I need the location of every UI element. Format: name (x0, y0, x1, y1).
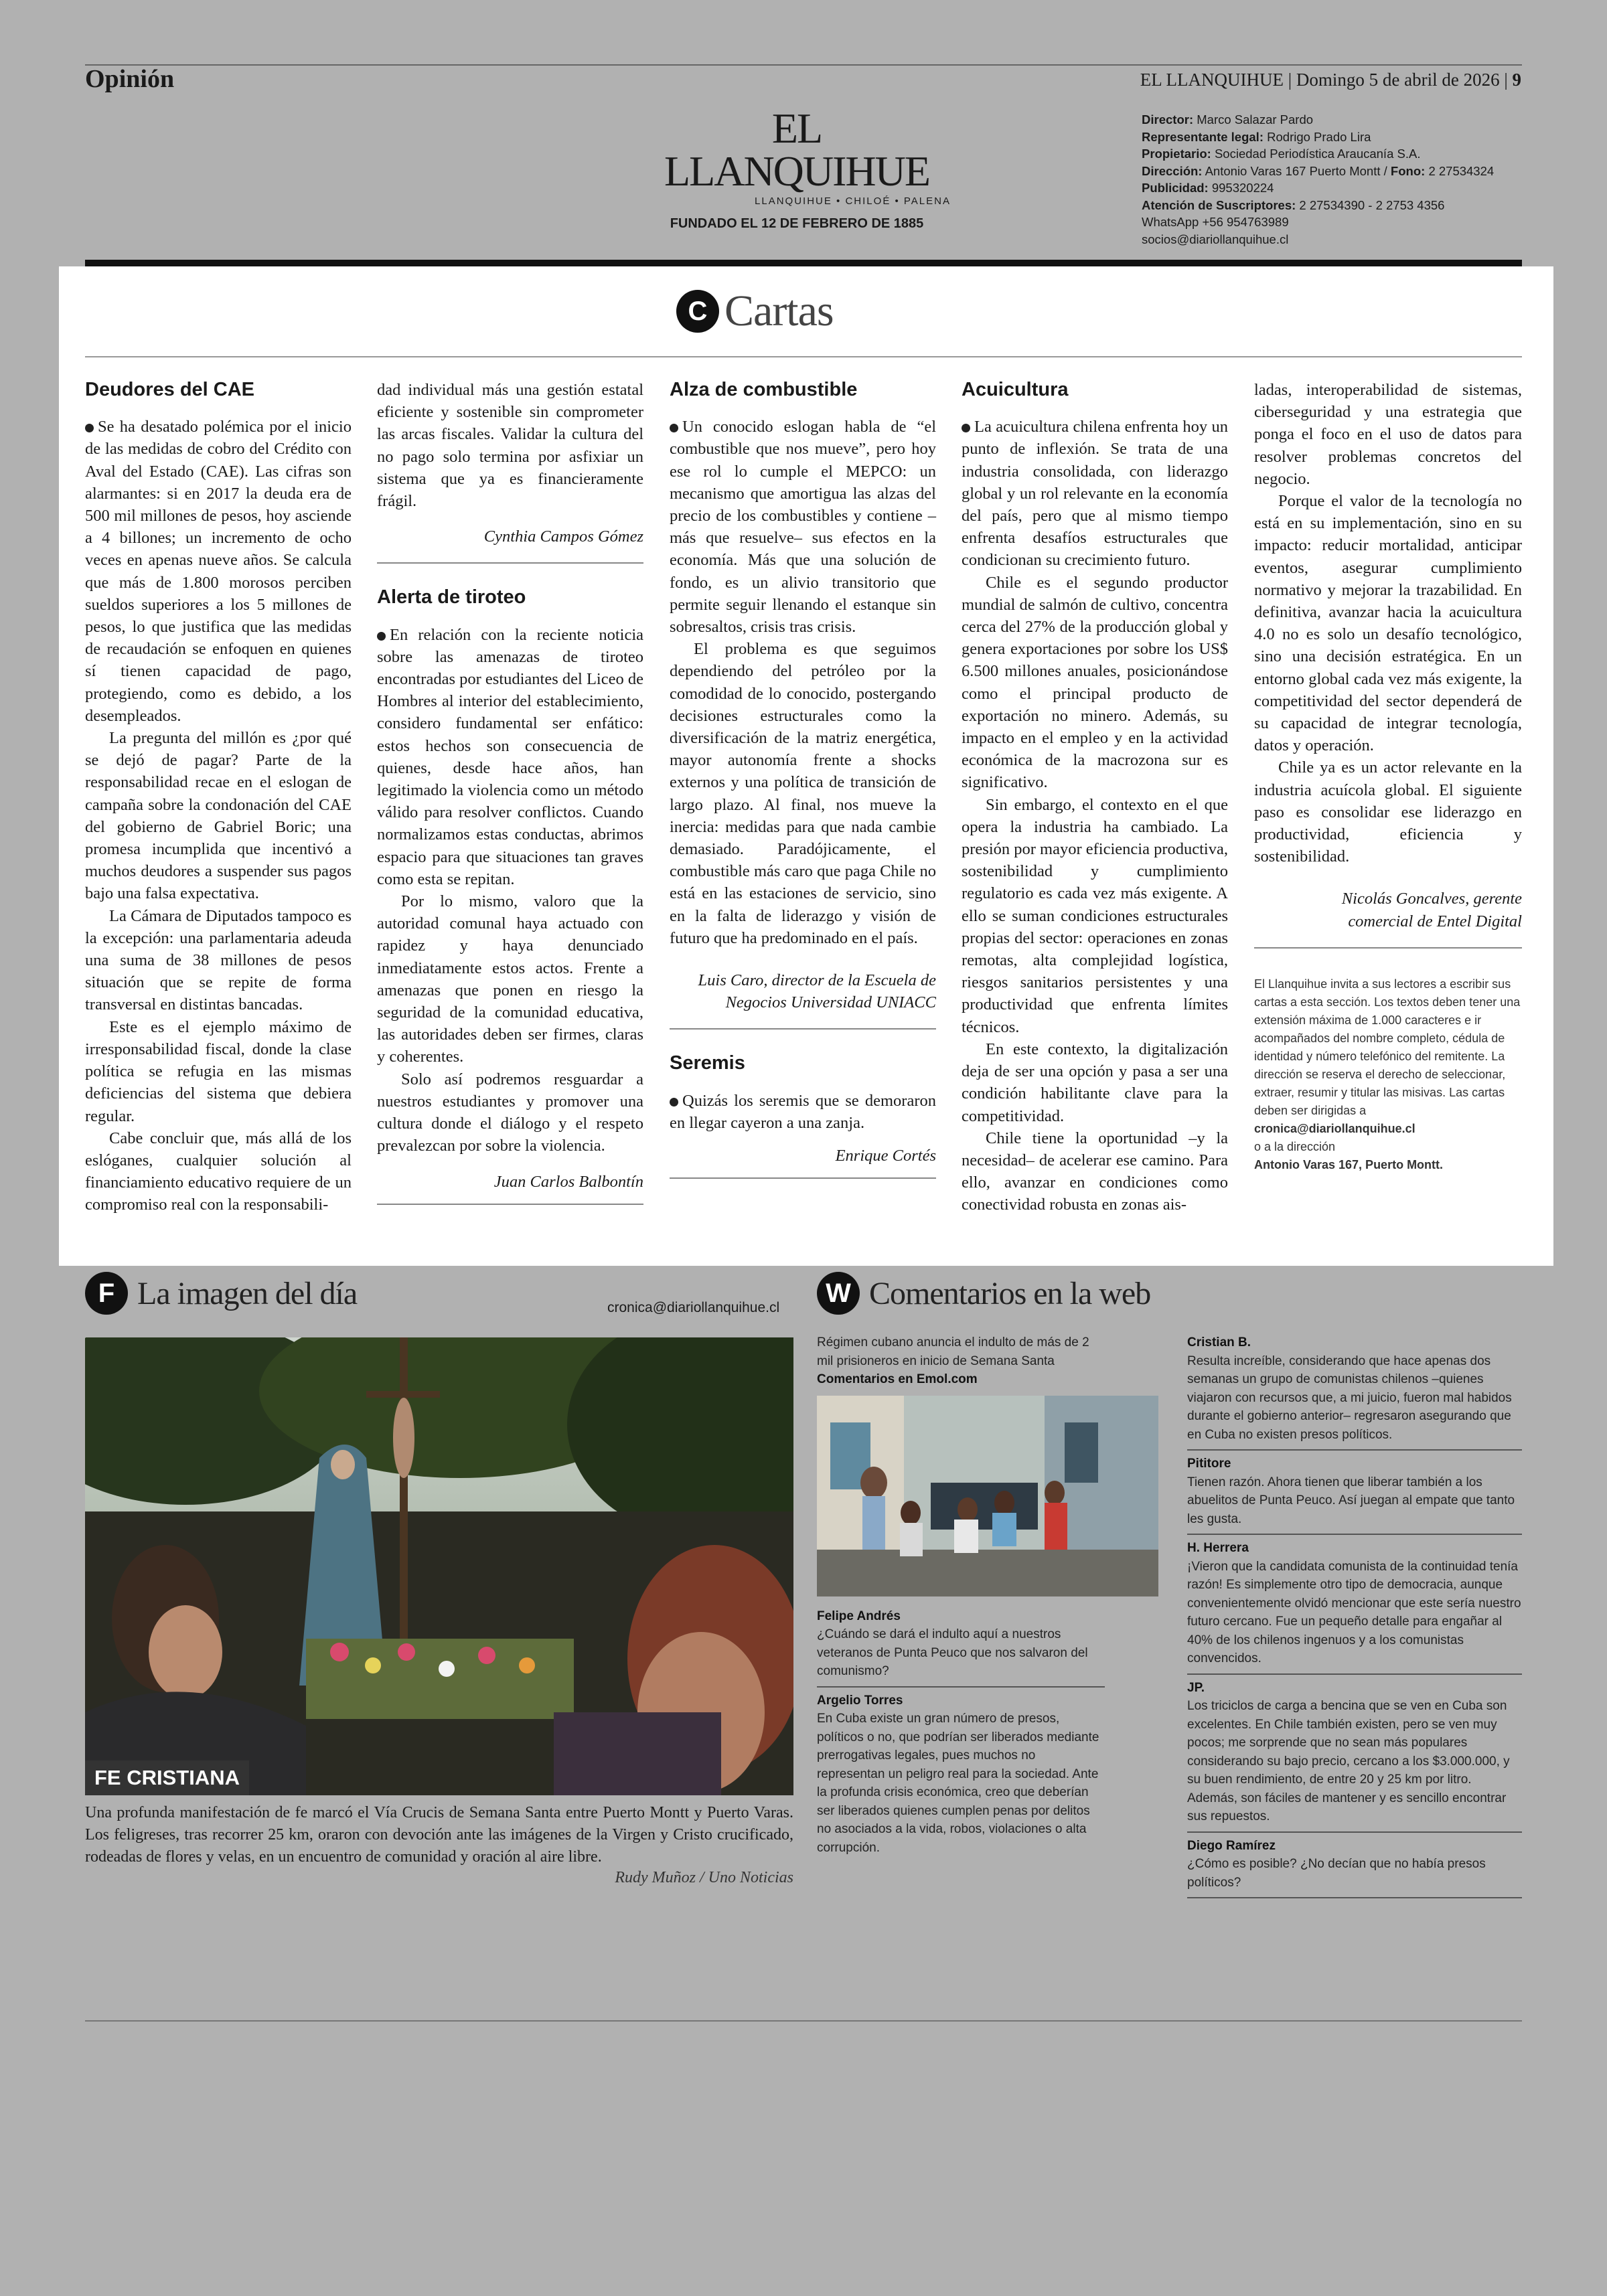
letter-paragraph: dad individual más una gestión estatal eficiente y sostenible sin comprometer las arcas fiscales. Validar la cultura del no pago solo termina por asfixiar un sistema que ya es financieramente frágil. (377, 381, 643, 511)
photo-fe-cristiana (85, 1337, 793, 1795)
letter-signature: Juan Carlos Balbontín (493, 1172, 643, 1191)
photo-caption: Una profunda manifestación de fe marcó el Vía Crucis de Semana Santa entre Puerto Montt y Puerto Varas. Los feligreses, tras recorrer 25 km, oraron con devoción ante las imágenes de la Virgen y Cristo crucificado, rodeadas de flores y velas, en un encuentro de comunidad y oración al aire libre. (85, 1804, 793, 1866)
letter-heading: Seremis (670, 1052, 745, 1074)
divider (670, 1177, 936, 1179)
staff-line: socios@diariollanquihue.cl (1142, 232, 1289, 246)
news-headline: Régimen cubano anuncia el indulto de más de 2 mil prisioneros en inicio de Semana Santa (817, 1335, 1089, 1368)
divider (670, 1028, 936, 1030)
letter-paragraph: Este es el ejemplo máximo de irresponsabilidad fiscal, donde la clase política se refugia en las mismas deficiencias del sistema que debiera regular. (85, 1017, 352, 1125)
bullet-icon (670, 1098, 678, 1106)
staff-line: Representante legal: Rodrigo Prado Lira (1142, 129, 1371, 144)
note-email[interactable]: cronica@diariollanquihue.cl (1254, 1121, 1415, 1135)
note-or: o a la dirección (1254, 1139, 1336, 1153)
masthead (643, 104, 951, 232)
comment-text: ¿Cuándo se dará el indulto aquí a nuestros veteranos de Punta Peuco que nos salvaron del comunismo? (817, 1627, 1088, 1678)
comment (817, 1692, 1105, 1858)
bullet-icon (377, 632, 386, 641)
comment (1187, 1679, 1522, 1826)
letter-paragraph: Chile es el segundo productor mundial de salmón de cultivo, concentra cerca del 27% de la producción global y genera exportaciones por sobre los US$ 6.500 millones anuales, posicionándose como el principal producto de exportación no minero. Además, su impacto en el empleo y en la actividad económica de la macrozona sur es significativo. (962, 573, 1228, 792)
staff-line: Propietario: Sociedad Periodística Araucanía S.A. (1142, 147, 1421, 161)
letter-paragraph: En relación con la reciente noticia sobre las amenazas de tiroteo encontradas por estudiantes del Liceo de Hombres al interior del establecimiento, considero fundamental ser enfático: estos hechos son consecuencia de quienes, desde hace años, han legitimado la violencia como un método válido para resolver conflictos. Cuando normalizamos estas conductas, abrimos espacio para que situaciones tan graves como esta se repitan. (377, 625, 643, 888)
letter-paragraph: La pregunta del millón es ¿por qué se dejó de pagar? Parte de la responsabilidad recae en el eslogan de campaña sobre la condonación del CAE del gobierno de Gabriel Boric; una promesa incumplida que incentivó a muchos deudores a suspender sus pagos bajo una falsa expectativa. (85, 729, 352, 903)
letter-paragraph: Quizás los seremis que se demoraron en llegar cayeron a una zanja. (670, 1091, 936, 1132)
bullet-icon (85, 424, 94, 432)
letter-paragraph: La Cámara de Diputados tampoco es la excepción: una parlamentaria adeuda una suma de 38 millones de pesos situación que se repite de forma transversal en distintas bancadas. (85, 906, 352, 1014)
letter-column-5 (1254, 379, 1522, 1174)
staff-line: WhatsApp +56 954763989 (1142, 215, 1289, 229)
staff-line: Director: Marco Salazar Pardo (1142, 112, 1314, 127)
letter-column-2 (377, 379, 643, 1228)
comment-text: ¡Vieron que la candidata comunista de la continuidad tenía razón! Es simplemente otro tipo de democracia, aunque convenientemente olvidó mencionar que este sería nuestro futuro cercano. Fue un pequeño detalle para engañar al 40% de los chilenos ingenuos y a los comunistas convencidos. (1187, 1559, 1521, 1665)
letter-column-1 (85, 379, 352, 1216)
comment-author: Cristian B. (1187, 1335, 1251, 1349)
staff-line: Atención de Suscriptores: 2 27534390 - 2 2753 4356 (1142, 197, 1445, 212)
masthead-subtitle: LLANQUIHUE • CHILOÉ • PALENA (755, 195, 951, 207)
folio: EL LLANQUIHUE | Domingo 5 de abril de 2026 | 9 (1140, 70, 1521, 90)
staff-box (1142, 111, 1523, 248)
web-left-column (817, 1333, 1105, 1857)
divider (1254, 947, 1522, 949)
divider (1187, 1897, 1522, 1898)
footer-rule (85, 2020, 1522, 2022)
comment-author: JP. (1187, 1680, 1205, 1695)
bullet-icon (962, 424, 970, 432)
web-photo-illustration (817, 1396, 1158, 1596)
letter-paragraph: En este contexto, la digitalización deja de ser una opción y pasa a ser una condición habilitante clave para la competitividad. (962, 1040, 1228, 1125)
comment (1187, 1333, 1522, 1444)
letter-signature: Cynthia Campos Gómez (483, 527, 643, 546)
comment-text: Resulta increíble, considerando que hace apenas dos semanas un grupo de comunistas chilenos –quienes viajaron con recursos que, a mi juicio, fueron mal habidos durante el gobierno anterior– regresaron asegurando que en Cuba no existen presos políticos. (1187, 1354, 1512, 1442)
imagen-email[interactable]: cronica@diariollanquihue.cl (607, 1300, 780, 1315)
divider (1187, 1673, 1522, 1675)
section-label: Opinión (85, 65, 175, 93)
web-icon: W (817, 1272, 860, 1315)
divider (377, 562, 643, 564)
comment (1187, 1455, 1522, 1528)
cartas-title: Cartas (724, 286, 834, 335)
page-number: 9 (1512, 70, 1521, 90)
letter-paragraph: ladas, interoperabilidad de sistemas, ciberseguridad y una estrategia que ponga el foco en el uso de datos para resolver problemas concretos del negocio. (1254, 381, 1522, 488)
letter-heading: Alerta de tiroteo (377, 586, 526, 608)
letter-heading: Acuicultura (962, 379, 1069, 400)
web-right-column (1187, 1333, 1522, 1902)
letter-paragraph: Solo así podremos resguardar a nuestros estudiantes y promover una cultura donde el diálogo y el respeto prevalezcan por sobre la violencia. (377, 1070, 643, 1155)
photo-illustration (85, 1337, 793, 1795)
comment-author: Pititore (1187, 1457, 1231, 1471)
divider (1187, 1831, 1522, 1833)
comment (817, 1607, 1105, 1681)
note-address: Antonio Varas 167, Puerto Montt. (1254, 1157, 1444, 1171)
divider (817, 1686, 1105, 1688)
bullet-icon (670, 424, 678, 432)
comment-author: Argelio Torres (817, 1693, 903, 1708)
letter-heading: Alza de combustible (670, 379, 858, 400)
comment-text: En Cuba existe un gran número de presos, políticos o no, que podrían ser liberados mediante prerrogativas legales, pues muchos no representan un peligro real para la sociedad. Ante la profunda crisis económica, creo que deberían ser liberados quienes cumplen penas por delitos no asociados a la vida, robos, violaciones o alta corrupción. (817, 1712, 1099, 1855)
letter-paragraph: La acuicultura chilena enfrenta hoy un punto de inflexión. Se trata de una industria consolidada, con liderazgo global y un rol relevante en la economía del país, pero que al mismo tiempo enfrenta desafíos estructurales que condicionan su crecimiento futuro. (962, 418, 1228, 570)
divider (377, 1204, 643, 1205)
folio-date: Domingo 5 de abril de 2026 (1296, 70, 1500, 90)
letter-heading: Deudores del CAE (85, 379, 254, 400)
comment-text: Los triciclos de carga a bencina que se ven en Cuba son excelentes. En Chile también existen, pero se ven muy pocos; me sorprende que no sean más populares considerando su bajo precio, cercano a los $3.000.000, y su buen rendimiento, de entre 20 y 25 km por litro. Además, son fáciles de mantener y es sencillo encontrar sus repuestos. (1187, 1699, 1510, 1823)
letter-paragraph: Un conocido eslogan habla de “el combustible que nos mueve”, pero hoy ese rol lo cumple el MEPCO: un mecanismo que amortigua las alzas del precio de los combustibles y contiene –más que resuelve– sus efectos en la economía. Más que una solución de fondo, es un alivio transitorio que permite seguir llenando el estanque sin sobresaltos, crisis tras crisis. (670, 418, 936, 637)
letter-paragraph: Por lo mismo, valoro que la autoridad comunal haya actuado con rapidez y haya denunciado inmediatamente estos actos. Frente a amenazas que ponen en riesgo la seguridad de la comunidad educativa, las autoridades deben ser firmes, claras y coherentes. (377, 892, 643, 1066)
web-title: Comentarios en la web (869, 1275, 1151, 1311)
letter-signature: Enrique Cortés (835, 1147, 936, 1165)
note-text: El Llanquihue invita a sus lectores a escribir sus cartas a esta sección. Los textos deben tener una extensión máxima de 1.000 caracteres e ir acompañados del nombre completo, cédula de identidad y número telefónico del remitente. La dirección se reserva el derecho de seleccionar, extraer, resumir y titular las misivas. Las cartas deben ser dirigidas a (1254, 977, 1521, 1117)
header-rule (85, 260, 1522, 266)
letter-paragraph: Porque el valor de la tecnología no está en su implementación, sino en su impacto: reducir mortalidad, anticipar eventos, asegurar cumplimiento normativo y mejorar la trazabilidad. En definitiva, avanzar hacia la acuicultura 4.0 no es solo un desafío tecnológico, sino una decisión estratégica. En un entorno global cada vez más exigente, la competitividad del sector dependerá de su capacidad de integrar tecnología, datos y operación. (1254, 492, 1522, 755)
letter-signature: Luis Caro, director de la Escuela de Negocios Universidad UNIACC (698, 971, 936, 1012)
comment-text: ¿Cómo es posible? ¿No decían que no había presos políticos? (1187, 1857, 1486, 1890)
imagen-heading (85, 1272, 357, 1315)
letter-column-4 (962, 379, 1228, 1216)
photo-tag: FE CRISTIANA (85, 1760, 249, 1795)
staff-line: Dirección: Antonio Varas 167 Puerto Montt / Fono: 2 27534324 (1142, 163, 1495, 178)
letter-signature: Nicolás Goncalves, gerente comercial de Entel Digital (1341, 890, 1522, 930)
letter-paragraph: Chile ya es un actor relevante en la industria acuícola global. El siguiente paso es consolidar ese liderazgo en productividad, eficiencia y sostenibilidad. (1254, 758, 1522, 866)
letter-paragraph: Chile tiene la oportunidad –y la necesidad– de acelerar ese camino. Para ello, avanzar en condiciones como conectividad robusta en zonas ais- (962, 1129, 1228, 1214)
submission-note (1254, 975, 1522, 1174)
comment-author: Felipe Andrés (817, 1609, 901, 1623)
staff-line: Publicidad: 995320224 (1142, 181, 1274, 195)
folio-paper: EL LLANQUIHUE (1140, 70, 1284, 90)
comment-author: Diego Ramírez (1187, 1838, 1276, 1853)
founded-line: FUNDADO EL 12 DE FEBRERO DE 1885 (670, 216, 924, 231)
letter-column-3 (670, 379, 936, 1202)
web-photo (817, 1396, 1158, 1596)
web-heading (817, 1272, 1150, 1315)
cartas-heading (676, 284, 834, 338)
imagen-icon: F (85, 1272, 128, 1315)
divider (1187, 1534, 1522, 1535)
imagen-title: La imagen del día (137, 1275, 358, 1311)
comment (1187, 1539, 1522, 1668)
letter-paragraph: El problema es que seguimos dependiendo del petróleo por la comodidad de lo conocido, postergando decisiones estructurales como la diversificación de la matriz energética, mayor autonomía frente a shocks externos y una política de transición de largo plazo. Al final, nos mueve la inercia: medidas para que nada cambie demasiado. Paradójicamente, el combustible más caro que paga Chile no está en las estaciones de servicio, sino en la falta de liderazgo y visión de futuro que ha predominado en el país. (670, 640, 936, 947)
comment-text: Tienen razón. Ahora tienen que liberar también a los abuelitos de Punta Peuco. Así juegan al empate que tanto les gusta. (1187, 1475, 1515, 1526)
divider (1187, 1449, 1522, 1451)
comment-author: H. Herrera (1187, 1541, 1249, 1555)
comment (1187, 1837, 1522, 1892)
letter-paragraph: Se ha desatado polémica por el inicio de las medidas de cobro del Crédito con Aval del Estado (CAE). Las cifras son alarmantes: si en 2017 la deuda era de 500 mil millones de pesos, hoy asciende a 4 billones; un incremento de ocho veces en apenas nueve años. Se calcula que más de 1.800 morosos perciben sueldos superiores a los 5 millones de pesos, lo que justifica que las medidas de recaudación se enfoquen en quienes sí tienen capacidad de pago, protegiendo, como es debido, a los desempleados. (85, 418, 352, 725)
photo-credit: Rudy Muñoz / Uno Noticias (615, 1869, 793, 1886)
letter-paragraph: Cabe concluir que, más allá de los eslóganes, cualquier solución al financiamiento educativo requiere de un compromiso real con la responsabili- (85, 1129, 352, 1214)
cartas-icon: C (676, 290, 719, 333)
letter-paragraph: Sin embargo, el contexto en el que opera la industria ha cambiado. La presión por mayor eficiencia productiva, sostenibilidad y cumplimiento regulatorio es cada vez más exigente. A ello se suman condiciones estructurales propias del sector: operaciones en zonas remotas, alta complejidad logística, riesgos sanitarios persistentes y una productividad que enfrenta límites técnicos. (962, 795, 1228, 1036)
masthead-title: EL LLANQUIHUE (664, 104, 929, 195)
news-source[interactable]: Comentarios en Emol.com (817, 1372, 978, 1386)
